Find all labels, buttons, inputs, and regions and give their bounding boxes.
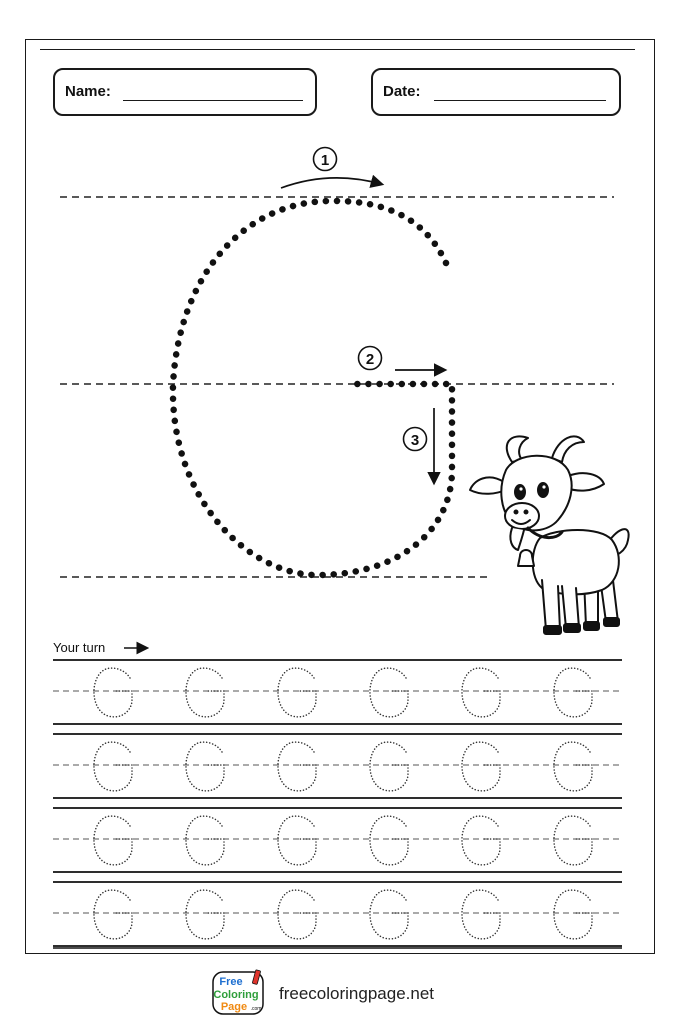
stroke-1-guide [281, 148, 381, 189]
practice-letter-g[interactable] [94, 890, 132, 939]
practice-letter-g[interactable] [370, 816, 408, 865]
practice-letter-g[interactable] [278, 890, 316, 939]
svg-text:Page: Page [220, 1001, 248, 1013]
practice-letter-g[interactable] [462, 668, 500, 717]
practice-letter-g[interactable] [554, 668, 592, 717]
practice-letter-g[interactable] [94, 742, 132, 791]
freecoloringpage-logo [209, 968, 267, 1018]
practice-letter-g[interactable] [278, 816, 316, 865]
stroke-number-3: 3 [410, 432, 420, 449]
stroke-3-guide [404, 408, 435, 482]
svg-text:.com: .com [250, 1006, 262, 1012]
your-turn-label: Your turn [53, 640, 106, 655]
practice-row[interactable] [53, 882, 622, 946]
practice-letter-g[interactable] [462, 742, 500, 791]
name-label: Name: [65, 83, 111, 100]
stroke-2-guide [359, 347, 445, 371]
practice-row[interactable] [53, 808, 622, 872]
svg-text:Coloring: Coloring [213, 989, 259, 1001]
practice-letter-g[interactable] [370, 742, 408, 791]
site-url[interactable]: freecoloringpage.net [279, 984, 435, 1003]
date-label: Date: [383, 83, 421, 100]
practice-letter-g[interactable] [94, 668, 132, 717]
practice-letter-g[interactable] [94, 816, 132, 865]
practice-letter-g[interactable] [186, 816, 224, 865]
practice-letter-g[interactable] [278, 668, 316, 717]
stroke-number-2: 2 [365, 351, 375, 368]
goat-illustration [470, 436, 629, 634]
practice-area [53, 660, 622, 948]
practice-letter-g[interactable] [554, 742, 592, 791]
practice-letter-g[interactable] [186, 668, 224, 717]
practice-letter-g[interactable] [370, 890, 408, 939]
practice-letter-g[interactable] [186, 890, 224, 939]
practice-letter-g[interactable] [462, 816, 500, 865]
practice-letter-g[interactable] [186, 742, 224, 791]
practice-letter-g[interactable] [554, 890, 592, 939]
stroke-number-1: 1 [320, 152, 330, 169]
practice-letter-g[interactable] [370, 668, 408, 717]
svg-text:Free: Free [219, 976, 243, 988]
practice-letter-g[interactable] [278, 742, 316, 791]
practice-letter-g[interactable] [554, 816, 592, 865]
practice-row[interactable] [53, 660, 622, 724]
practice-row[interactable] [53, 734, 622, 798]
practice-letter-g[interactable] [462, 890, 500, 939]
big-letter-g-tracing[interactable] [173, 201, 452, 575]
